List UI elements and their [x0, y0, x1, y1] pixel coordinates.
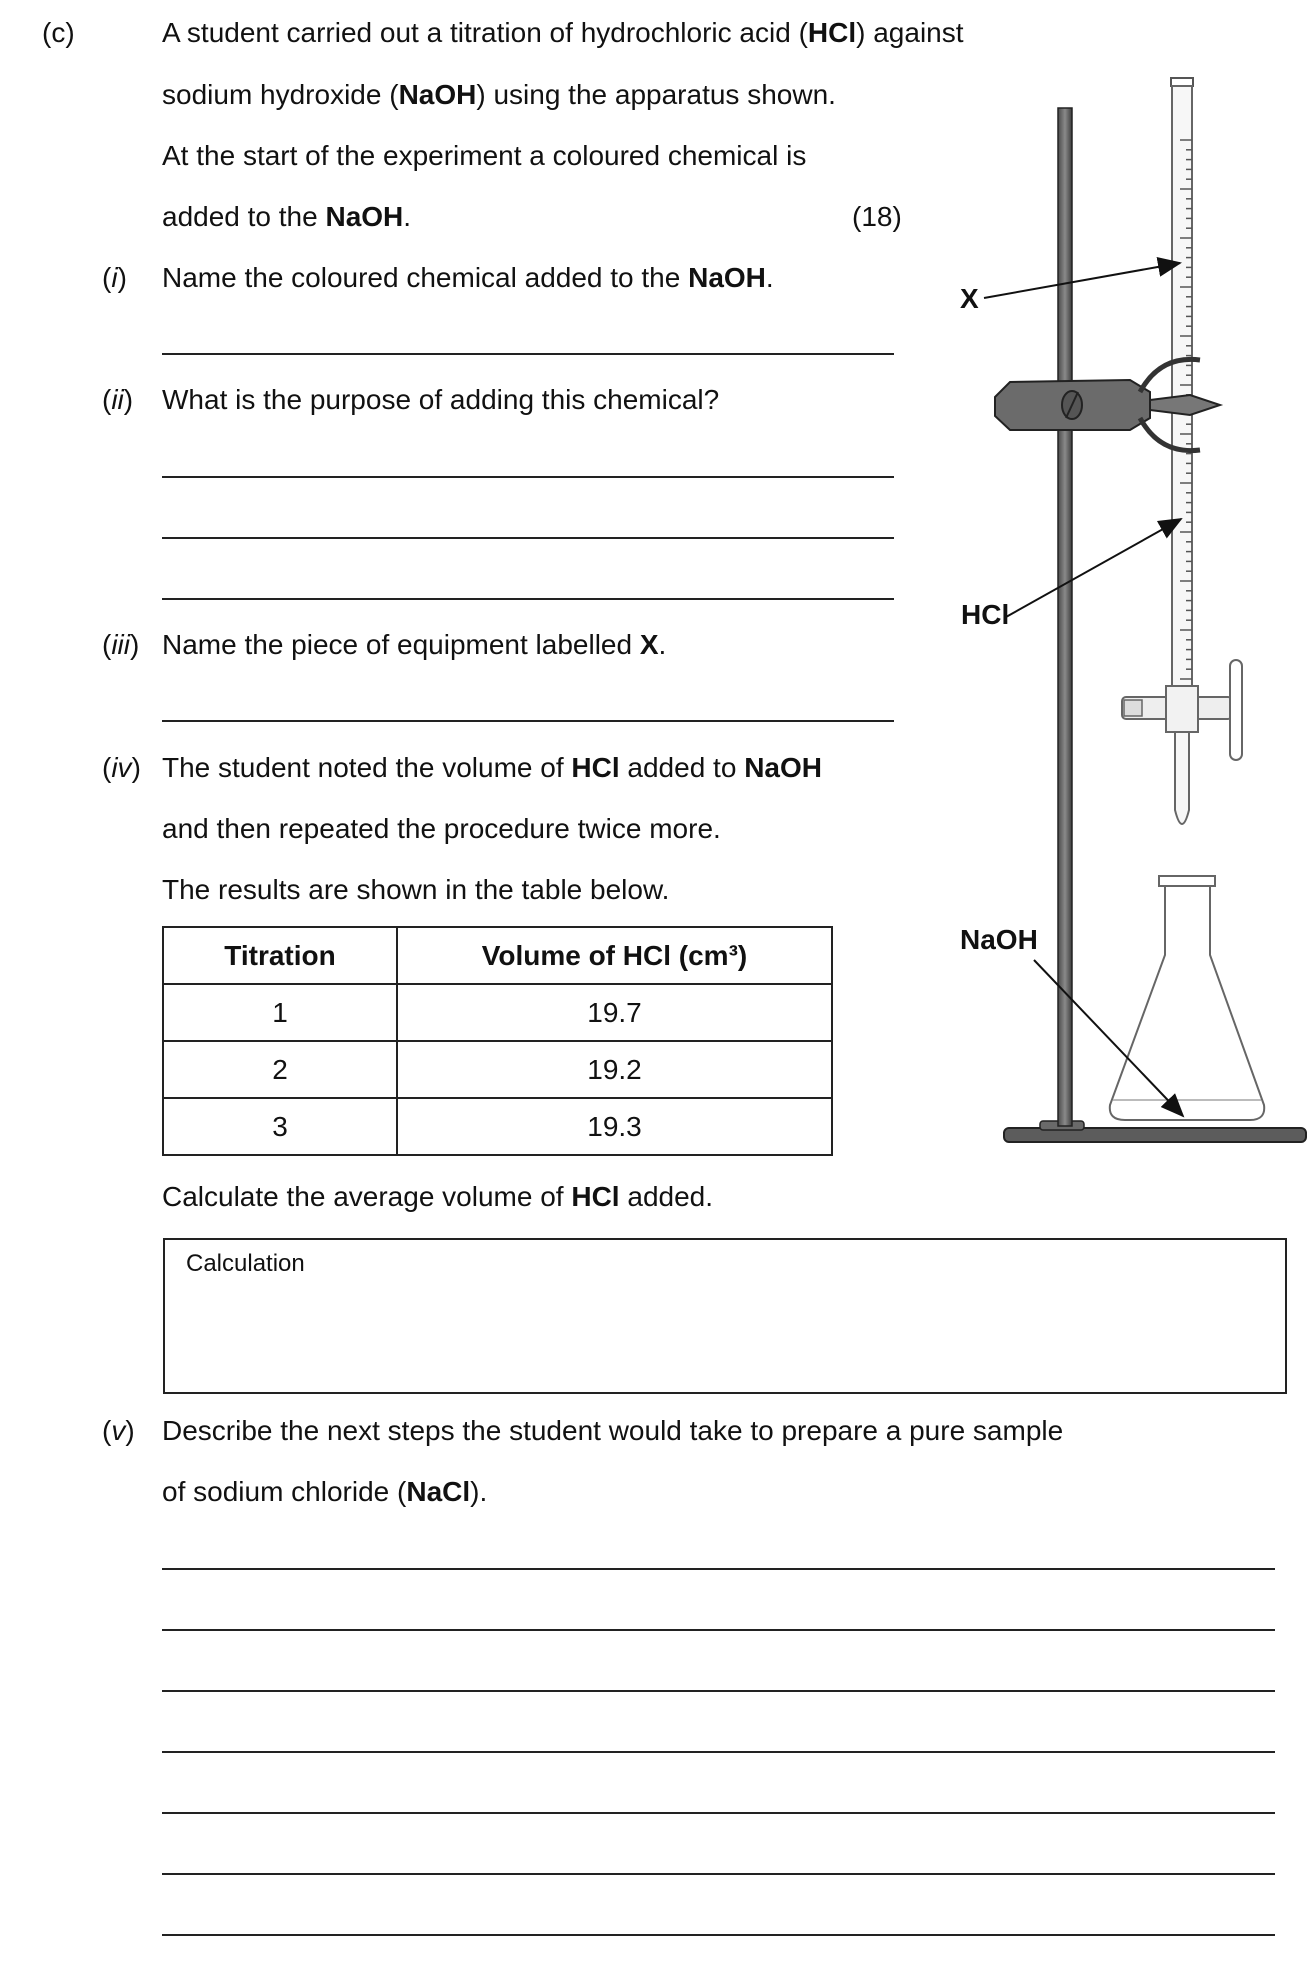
conical-flask	[1110, 876, 1264, 1120]
answer-line-ii-1[interactable]	[162, 476, 894, 478]
part-ii-text: What is the purpose of adding this chemical?	[162, 384, 720, 415]
table-header-titration: Titration	[163, 927, 397, 984]
stand-rod	[1058, 108, 1072, 1126]
question-label: (c)	[42, 17, 75, 48]
intro-line-1: A student carried out a titration of hydrochloric acid (HCl) against	[162, 17, 964, 48]
label-x: X	[960, 283, 979, 314]
stand-base	[1004, 1121, 1306, 1142]
part-iv-line-1: The student noted the volume of HCl added to NaOH	[162, 752, 822, 783]
answer-line-v-6[interactable]	[162, 1873, 1275, 1875]
table-cell-titration: 2	[163, 1041, 397, 1098]
titration-apparatus-diagram	[960, 60, 1310, 1160]
table-cell-titration: 3	[163, 1098, 397, 1155]
table-cell-volume: 19.3	[397, 1098, 832, 1155]
intro-line-3: At the start of the experiment a coloured chemical is	[162, 140, 807, 171]
calculate-instruction: Calculate the average volume of HCl added.	[162, 1181, 714, 1212]
answer-line-v-3[interactable]	[162, 1690, 1275, 1692]
answer-line-v-2[interactable]	[162, 1629, 1275, 1631]
answer-line-v-7[interactable]	[162, 1934, 1275, 1936]
part-v-line-1: Describe the next steps the student would take to prepare a pure sample	[162, 1415, 1064, 1446]
answer-line-v-4[interactable]	[162, 1751, 1275, 1753]
part-i-text: Name the coloured chemical added to the NaOH.	[162, 262, 774, 293]
table-row	[163, 984, 832, 1041]
arrow-hcl	[1006, 519, 1181, 617]
table-cell-volume: 19.2	[397, 1041, 832, 1098]
table-header-volume: Volume of HCl (cm³)	[397, 927, 832, 984]
results-table	[162, 926, 833, 1156]
arrow-x	[984, 263, 1180, 298]
part-iv-number: (iv)	[102, 752, 141, 783]
intro-line-2: sodium hydroxide (NaOH) using the apparatus shown.	[162, 79, 836, 110]
marks: (18)	[852, 201, 902, 232]
label-naoh: NaOH	[960, 924, 1038, 955]
part-i-number: (i)	[102, 262, 127, 293]
answer-line-ii-3[interactable]	[162, 598, 894, 600]
calculation-box[interactable]	[163, 1238, 1287, 1394]
part-iii-number: (iii)	[102, 629, 140, 660]
calculation-box-label: Calculation	[186, 1250, 305, 1277]
table-cell-volume: 19.7	[397, 984, 832, 1041]
answer-line-v-1[interactable]	[162, 1568, 1275, 1570]
table-row	[163, 1098, 832, 1155]
part-v-line-2: of sodium chloride (NaCl).	[162, 1476, 488, 1507]
answer-line-i[interactable]	[162, 353, 894, 355]
answer-line-iii[interactable]	[162, 720, 894, 722]
part-iv-line-3: The results are shown in the table below.	[162, 874, 670, 905]
label-hcl: HCl	[961, 599, 1010, 630]
part-v-number: (v)	[102, 1415, 135, 1446]
table-row	[163, 1041, 832, 1098]
answer-line-v-5[interactable]	[162, 1812, 1275, 1814]
table-header-row	[163, 927, 832, 984]
table-cell-titration: 1	[163, 984, 397, 1041]
intro-line-4: added to the NaOH.	[162, 201, 412, 232]
part-iv-line-2: and then repeated the procedure twice more.	[162, 813, 721, 844]
answer-line-ii-2[interactable]	[162, 537, 894, 539]
part-ii-number: (ii)	[102, 384, 134, 415]
part-iii-text: Name the piece of equipment labelled X.	[162, 629, 667, 660]
